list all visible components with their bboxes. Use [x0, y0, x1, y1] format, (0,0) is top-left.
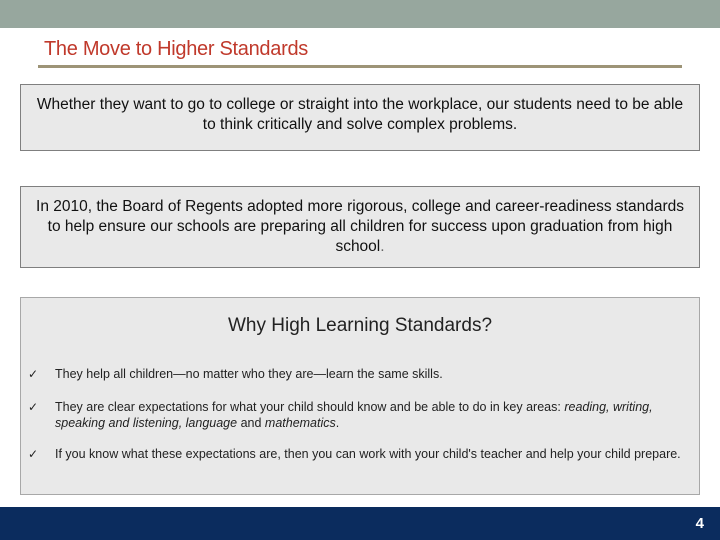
check-mark-icon: ✓: [28, 367, 39, 381]
why-standards-box: [20, 297, 700, 495]
check-mark-icon: ✓: [28, 447, 39, 461]
slide-title: The Move to Higher Standards: [44, 38, 308, 60]
bullet2-prefix: They are clear expectations for what your child should know and be able to do in key areas:: [55, 400, 565, 414]
intro-text: Whether they want to go to college or straight into the workplace, our students need to be able to think critically and solve complex problems.: [36, 96, 684, 133]
intro-box: [20, 84, 700, 151]
top-band: [0, 0, 720, 28]
bullet-text-1: They help all children—no matter who they are—learn the same skills.: [55, 367, 443, 381]
title-underline: [38, 65, 682, 68]
footer-bar: [0, 507, 720, 540]
bullet2-end: .: [335, 416, 340, 430]
regents-box: [20, 186, 700, 268]
bullet2-subjects: reading, writing, speaking and listening, language: [55, 400, 653, 430]
regents-period: .: [380, 238, 385, 255]
bullet-text-3: If you know what these expectations are, then you can work with your child's teacher and help your child prepare.: [55, 447, 681, 461]
page-number: 4: [695, 515, 704, 532]
check-mark-icon: ✓: [28, 400, 39, 414]
bullet-text-2: [55, 399, 689, 431]
why-heading: Why High Learning Standards?: [227, 315, 493, 336]
bullet2-math: mathematics: [264, 416, 336, 430]
bullet2-and: and: [237, 416, 265, 430]
regents-text: [21, 197, 699, 257]
regents-main-text: In 2010, the Board of Regents adopted more rigorous, college and career-readiness standards to help ensure our schools are preparing all children for success upon graduation from high school: [36, 198, 684, 255]
